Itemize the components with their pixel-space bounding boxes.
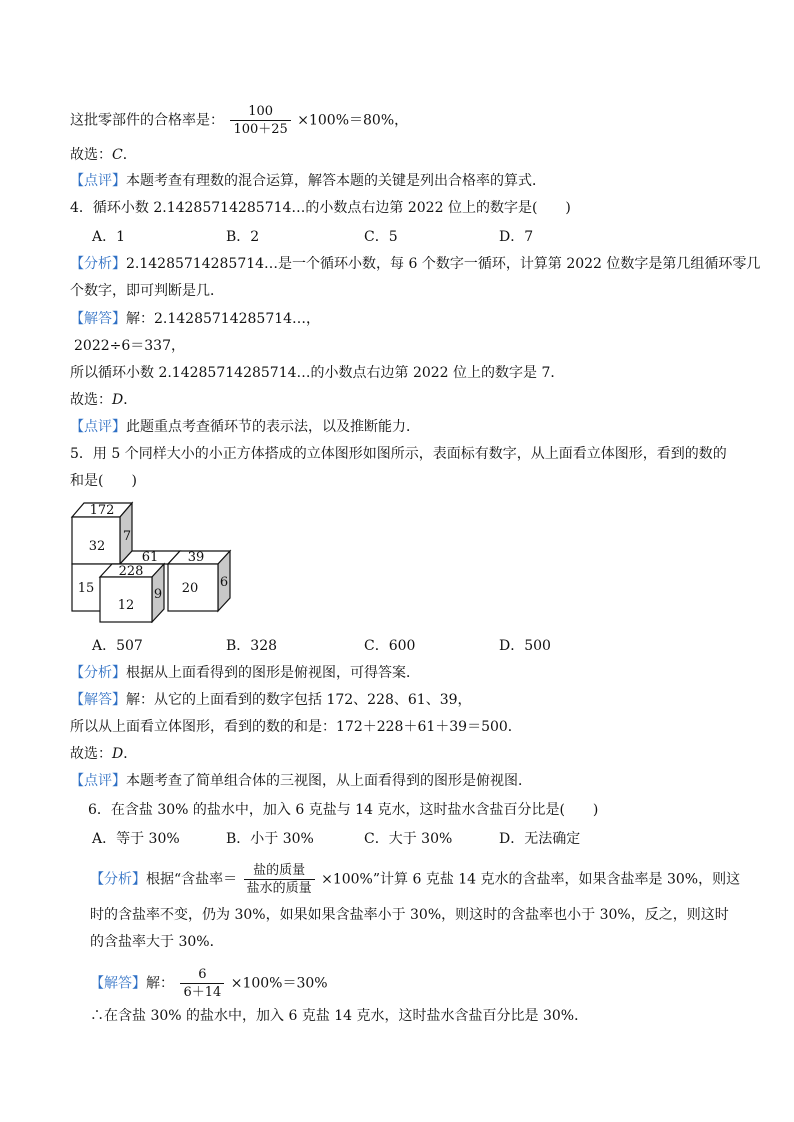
q4-comment-text: 此题重点考查循环节的表示法，以及推断能力． [126,419,420,435]
q4-stem: 4．循环小数 2.14285714285714…的小数点右边第 2022 位上的数字是( ) [70,200,571,216]
q4-choice-prefix: 故选： [70,392,112,408]
q4-solution-tag: 【解答】 [70,311,126,327]
q5-comment [70,771,532,791]
q4-choice-suffix: ． [123,392,138,408]
q5-option-d: D．500 [499,638,551,654]
q4-analysis-line1: 2.14285714285714…是一个循环小数，每 6 个数字一循环，计算第 2022 位数字是第几组循环零几 [126,256,761,272]
q5-stem-line1: 5．用 5 个同样大小的小正方体搭成的立体图形如图所示，表面标有数字，从上面看立体图形，看到的数的 [70,446,727,462]
q3-choice-prefix: 故选： [70,147,112,163]
q6-analysis-frac-num: 盐的质量 [244,862,315,880]
cube-figure [68,498,238,623]
q6-analysis-line2: 时的含盐率不变，仍为 30%，如果如果含盐率小于 30%，则这时的含盐率也小于 30%，反之，则这时 [90,907,729,923]
q6-option-a: A．等于 30% [92,831,180,847]
q3-rate-prefix: 这批零部件的合格率是： [70,112,224,129]
q4-option-a: A．1 [92,229,126,245]
q6-analysis-tag: 【分析】 [90,871,146,888]
q6-option-c: C．大于 30% [364,831,453,847]
q3-choice [70,145,137,165]
q6-conclusion: ∴在含盐 30% 的盐水中，加入 6 克盐 14 克水，这时盐水含盐百分比是 30%． [90,1008,589,1024]
label-side-front: 9 [153,587,163,602]
label-front-left: 32 [88,539,106,554]
q5-choice [70,744,137,764]
q4-option-d: D．7 [499,229,534,245]
q4-analysis-line2: 个数字，即可判断是几． [70,283,224,299]
q6-solution [90,966,328,1001]
label-top-mid: 61 [141,550,159,565]
q4-option-b: B．2 [226,229,260,245]
q5-comment-tag: 【点评】 [70,773,126,789]
q4-solution-text: 解：2.14285714285714…， [126,311,321,327]
q6-solution-tag: 【解答】 [90,975,146,992]
q3-frac-denominator: 100＋25 [233,122,288,137]
q5-option-b: B．328 [226,638,278,654]
q6-option-d: D．无法确定 [499,831,581,847]
q3-choice-letter: C [112,147,123,163]
q5-choice-prefix: 故选： [70,746,112,762]
q3-comment-text: 本题考查有理数的混合运算，解答本题的关键是列出合格率的算式． [126,173,546,189]
label-front-front: 12 [117,598,135,613]
label-top-right: 39 [187,550,205,565]
q5-solution-tag: 【解答】 [70,692,126,708]
q5-comment-text: 本题考查了简单组合体的三视图，从上面看得到的图形是俯视图． [126,773,532,789]
q3-rate-line [70,103,408,138]
q6-analysis-pre: 根据“含盐率＝ [146,871,238,888]
q4-calc: 2022÷6＝337， [74,338,185,354]
q5-choice-letter: D [112,746,124,762]
q4-analysis [70,254,760,274]
q3-choice-suffix: ． [122,147,137,163]
q5-option-c: C．600 [364,638,416,654]
q4-choice [70,390,137,410]
q6-solution-post: ×100%＝30% [230,975,328,992]
q6-analysis-fraction [244,862,315,897]
q6-analysis-line3: 的含盐率大于 30%． [90,934,224,950]
label-front-bottom-left: 15 [77,581,95,596]
q4-comment [70,417,420,437]
q4-choice-letter: D [112,392,124,408]
q5-stem-line2: 和是( ) [70,473,137,489]
q4-analysis-tag: 【分析】 [70,256,126,272]
q5-analysis [70,663,420,683]
q4-comment-tag: 【点评】 [70,419,126,435]
q3-rate-fraction [230,103,290,138]
q5-solution-text: 解：从它的上面看到的数字包括 172、228、61、39， [126,692,472,708]
q6-analysis [90,862,740,897]
q6-solution-text: 解： [146,975,174,992]
q6-option-b: B．小于 30% [226,831,314,847]
q3-frac-numerator: 100 [230,103,290,121]
q6-solution-frac-den: 6＋14 [183,985,222,1000]
q5-choice-suffix: ． [123,746,138,762]
q3-comment-tag: 【点评】 [70,173,126,189]
q5-solution [70,690,472,710]
q5-analysis-tag: 【分析】 [70,665,126,681]
label-side-right: 6 [219,575,229,590]
q4-solution [70,309,320,329]
q3-rate-suffix: ×100%＝80%， [297,112,409,129]
label-front-right: 20 [181,581,199,596]
q5-conclusion: 所以从上面看立体图形，看到的数的和是：172＋228＋61＋39＝500． [70,719,522,735]
q6-solution-fraction [180,966,224,1001]
label-top-left: 172 [89,503,115,518]
label-top-front: 228 [118,564,144,579]
q6-solution-frac-num: 6 [180,966,224,984]
q6-analysis-frac-den: 盐水的质量 [246,881,312,896]
q5-option-a: A．507 [92,638,143,654]
q6-analysis-post: ×100%”计算 6 克盐 14 克水的含盐率，如果含盐率是 30%，则这 [321,871,741,888]
q4-option-c: C．5 [364,229,398,245]
label-side-left: 7 [122,529,132,544]
q6-stem: 6．在含盐 30% 的盐水中，加入 6 克盐与 14 克水，这时盐水含盐百分比是( ) [88,802,599,818]
q3-comment [70,171,546,191]
q5-analysis-text: 根据从上面看得到的图形是俯视图，可得答案． [126,665,420,681]
q4-conclusion: 所以循环小数 2.14285714285714…的小数点右边第 2022 位上的数字是 7． [70,365,565,381]
